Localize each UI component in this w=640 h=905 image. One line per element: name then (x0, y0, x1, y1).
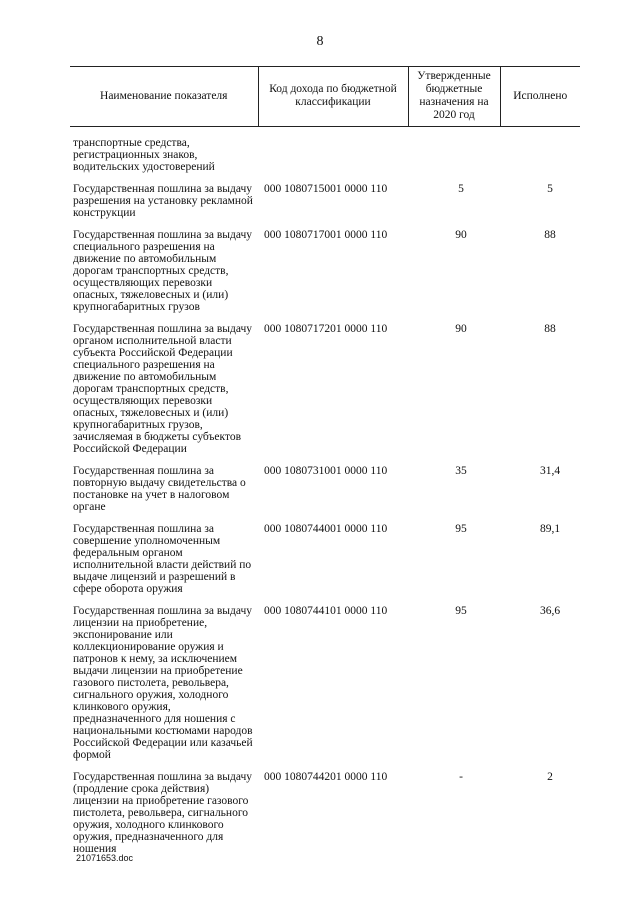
header-executed: Исполнено (500, 67, 580, 127)
header-approved: Утвержденные бюджетные назначения на 2020 год (408, 67, 500, 127)
row-approved (408, 137, 500, 173)
footer-file-name: 21071653.doc (76, 853, 134, 863)
row-approved: 95 (455, 605, 467, 617)
table-row (70, 771, 580, 855)
table-header (70, 67, 580, 127)
page-number: 8 (316, 34, 324, 49)
row-name: Государственная пошлина за выдачу разрешения на установку рекламной конструкции (73, 183, 253, 219)
row-executed: 36,6 (539, 605, 561, 617)
header-code: Код дохода по бюджетной классификации (258, 67, 408, 127)
row-executed: 5 (547, 183, 553, 195)
row-name: транспортные средства, регистрационных знаков, водительских удостоверений (73, 137, 215, 173)
row-code: 000 1080744101 0000 110 (264, 605, 388, 617)
row-approved: 5 (458, 183, 464, 195)
table-row (70, 323, 580, 455)
row-approved: 95 (455, 523, 467, 535)
row-code: 000 1080731001 0000 110 (264, 465, 388, 477)
row-name: Государственная пошлина за выдачу (продление срока действия) лицензии на приобретение газового пистолета, револьвера, сигнального оружия, холодного клинкового оружия, предназначенного для ношения (73, 771, 253, 855)
row-approved: - (459, 771, 463, 783)
table-row (70, 137, 580, 173)
row-code (258, 137, 408, 173)
row-approved: 35 (455, 465, 467, 477)
row-code: 000 1080744001 0000 110 (264, 523, 388, 535)
row-executed: 31,4 (539, 465, 561, 477)
table-body (70, 127, 580, 856)
table-row (70, 523, 580, 595)
row-code: 000 1080717001 0000 110 (264, 229, 388, 241)
budget-table (70, 66, 580, 855)
row-executed (500, 137, 580, 173)
row-name: Государственная пошлина за совершение уполномоченным федеральным органом исполнительной власти действий по выдаче лицензий и разрешений в сфере оборота оружия (73, 523, 252, 595)
row-name: Государственная пошлина за повторную выдачу свидетельства о постановке на учет в налоговом органе (73, 465, 246, 513)
row-approved: 90 (455, 229, 467, 241)
row-executed: 88 (544, 229, 556, 241)
row-approved: 90 (455, 323, 467, 335)
table-row (70, 605, 580, 761)
row-executed: 2 (547, 771, 553, 783)
row-name: Государственная пошлина за выдачу органом исполнительной власти субъекта Российской Федерации специального разрешения на движение по автомобильным дорогам транспортных средств, осуществляющих перевозки опасных, тяжеловесных и (или) крупногабаритных грузов, зачисляемая в бюджеты субъектов Российской Федерации (73, 323, 253, 455)
row-code: 000 1080717201 0000 110 (264, 323, 388, 335)
row-name: Государственная пошлина за выдачу специального разрешения на движение по автомобильным дорогам транспортных средств, осуществляющих перевозки опасных, тяжеловесных и (или) крупногабаритных грузов (73, 229, 253, 313)
row-code: 000 1080715001 0000 110 (264, 183, 388, 195)
row-executed: 88 (544, 323, 556, 335)
row-code: 000 1080744201 0000 110 (264, 771, 388, 783)
header-name: Наименование показателя (70, 67, 258, 127)
table-row (70, 183, 580, 219)
row-executed: 89,1 (539, 523, 561, 535)
table-row (70, 229, 580, 313)
row-name: Государственная пошлина за выдачу лицензии на приобретение, экспонирование или коллекционирование оружия и патронов к нему, за исключением выдачи лицензии на приобретение газового пистолета, револьвера, сигнального оружия, холодного клинкового оружия, предназначенного для ношения с национальными костюмами народов Российской Федерации или казачьей формой (73, 605, 253, 761)
table-row (70, 465, 580, 513)
